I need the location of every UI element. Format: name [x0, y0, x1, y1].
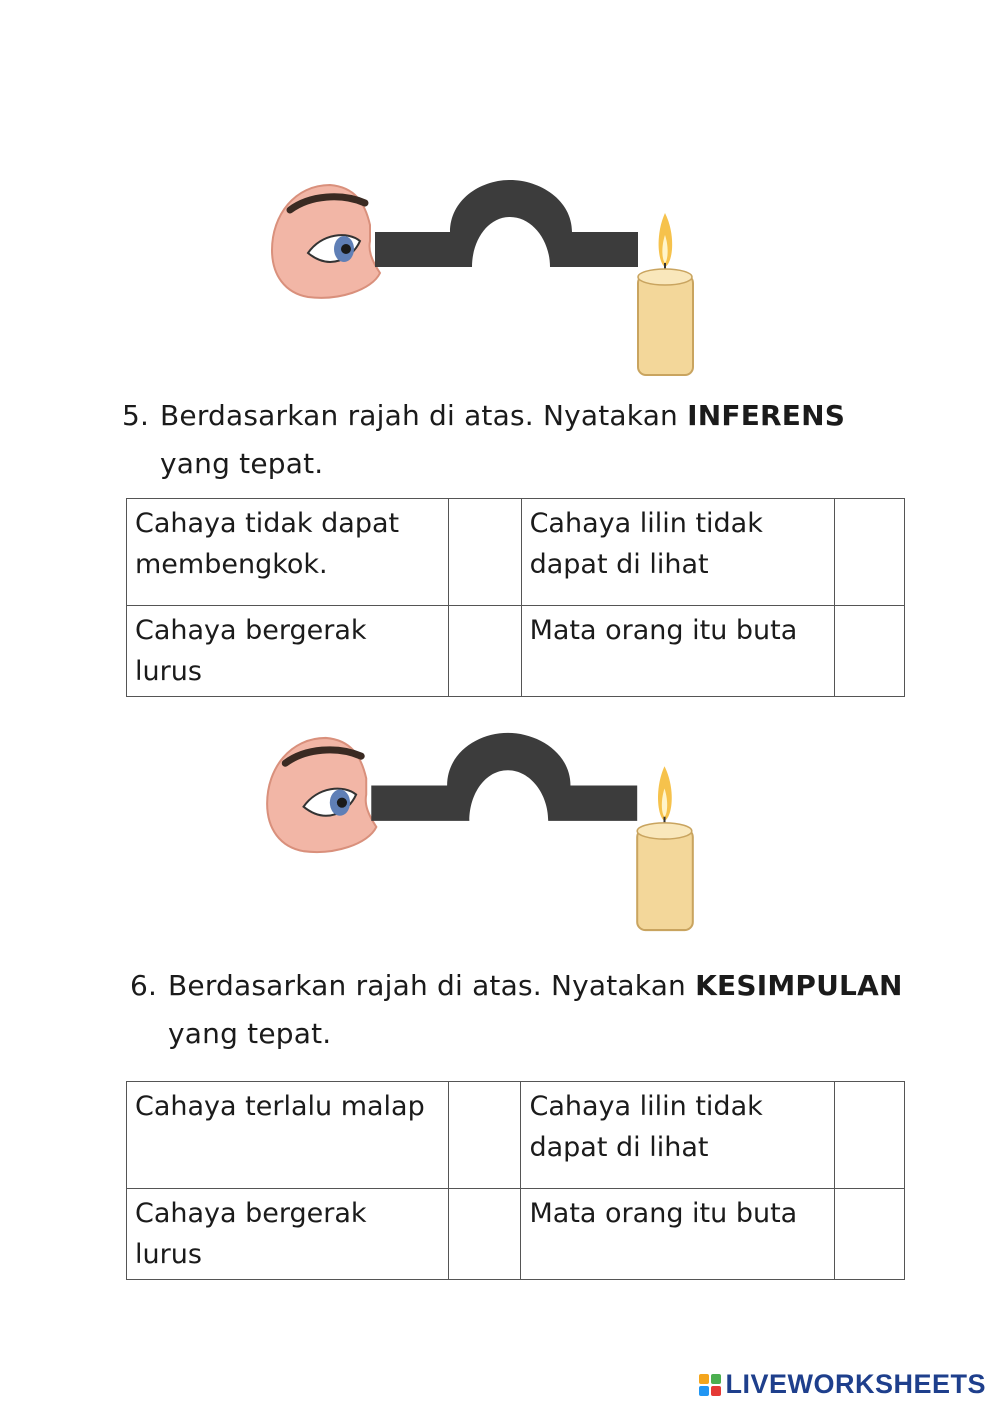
option-text: Cahaya tidak dapat membengkok. [127, 499, 449, 606]
answer-table-6 [126, 1081, 905, 1280]
question-5 [122, 392, 845, 488]
answer-checkbox[interactable] [448, 499, 521, 606]
eye-icon [272, 185, 380, 298]
option-text: Mata orang itu buta [521, 606, 835, 697]
liveworksheets-logo[interactable] [699, 1369, 986, 1400]
question-number: 5. [122, 399, 150, 432]
candle-icon [637, 766, 693, 930]
candle-icon [638, 213, 693, 375]
logo-grid-icon [699, 1374, 721, 1396]
question-text-continued: yang tepat. [168, 1017, 332, 1050]
question-6 [130, 962, 903, 1058]
answer-checkbox[interactable] [835, 1189, 905, 1280]
experiment-figure-2 [255, 725, 710, 943]
answer-checkbox[interactable] [835, 606, 905, 697]
question-number: 6. [130, 969, 158, 1002]
option-text: Cahaya lilin tidak dapat di lihat [521, 1082, 835, 1189]
bent-tube-icon [371, 733, 637, 821]
experiment-figure-1 [260, 175, 710, 385]
answer-checkbox[interactable] [448, 1082, 521, 1189]
bent-tube-icon [375, 180, 638, 267]
answer-checkbox[interactable] [835, 1082, 905, 1189]
answer-table-5 [126, 498, 905, 697]
question-keyword: KESIMPULAN [695, 969, 903, 1002]
question-keyword: INFERENS [687, 399, 846, 432]
answer-checkbox[interactable] [448, 606, 521, 697]
option-text: Cahaya bergerak lurus [127, 606, 449, 697]
question-text-continued: yang tepat. [160, 447, 324, 480]
eye-icon [267, 738, 376, 852]
answer-checkbox[interactable] [835, 499, 905, 606]
answer-checkbox[interactable] [448, 1189, 521, 1280]
option-text: Cahaya bergerak lurus [127, 1189, 449, 1280]
option-text: Cahaya terlalu malap [127, 1082, 449, 1189]
option-text: Mata orang itu buta [521, 1189, 835, 1280]
question-text: Berdasarkan rajah di atas. Nyatakan [168, 969, 686, 1002]
question-text: Berdasarkan rajah di atas. Nyatakan [160, 399, 678, 432]
logo-text: LIVEWORKSHEETS [725, 1369, 986, 1399]
option-text: Cahaya lilin tidak dapat di lihat [521, 499, 835, 606]
